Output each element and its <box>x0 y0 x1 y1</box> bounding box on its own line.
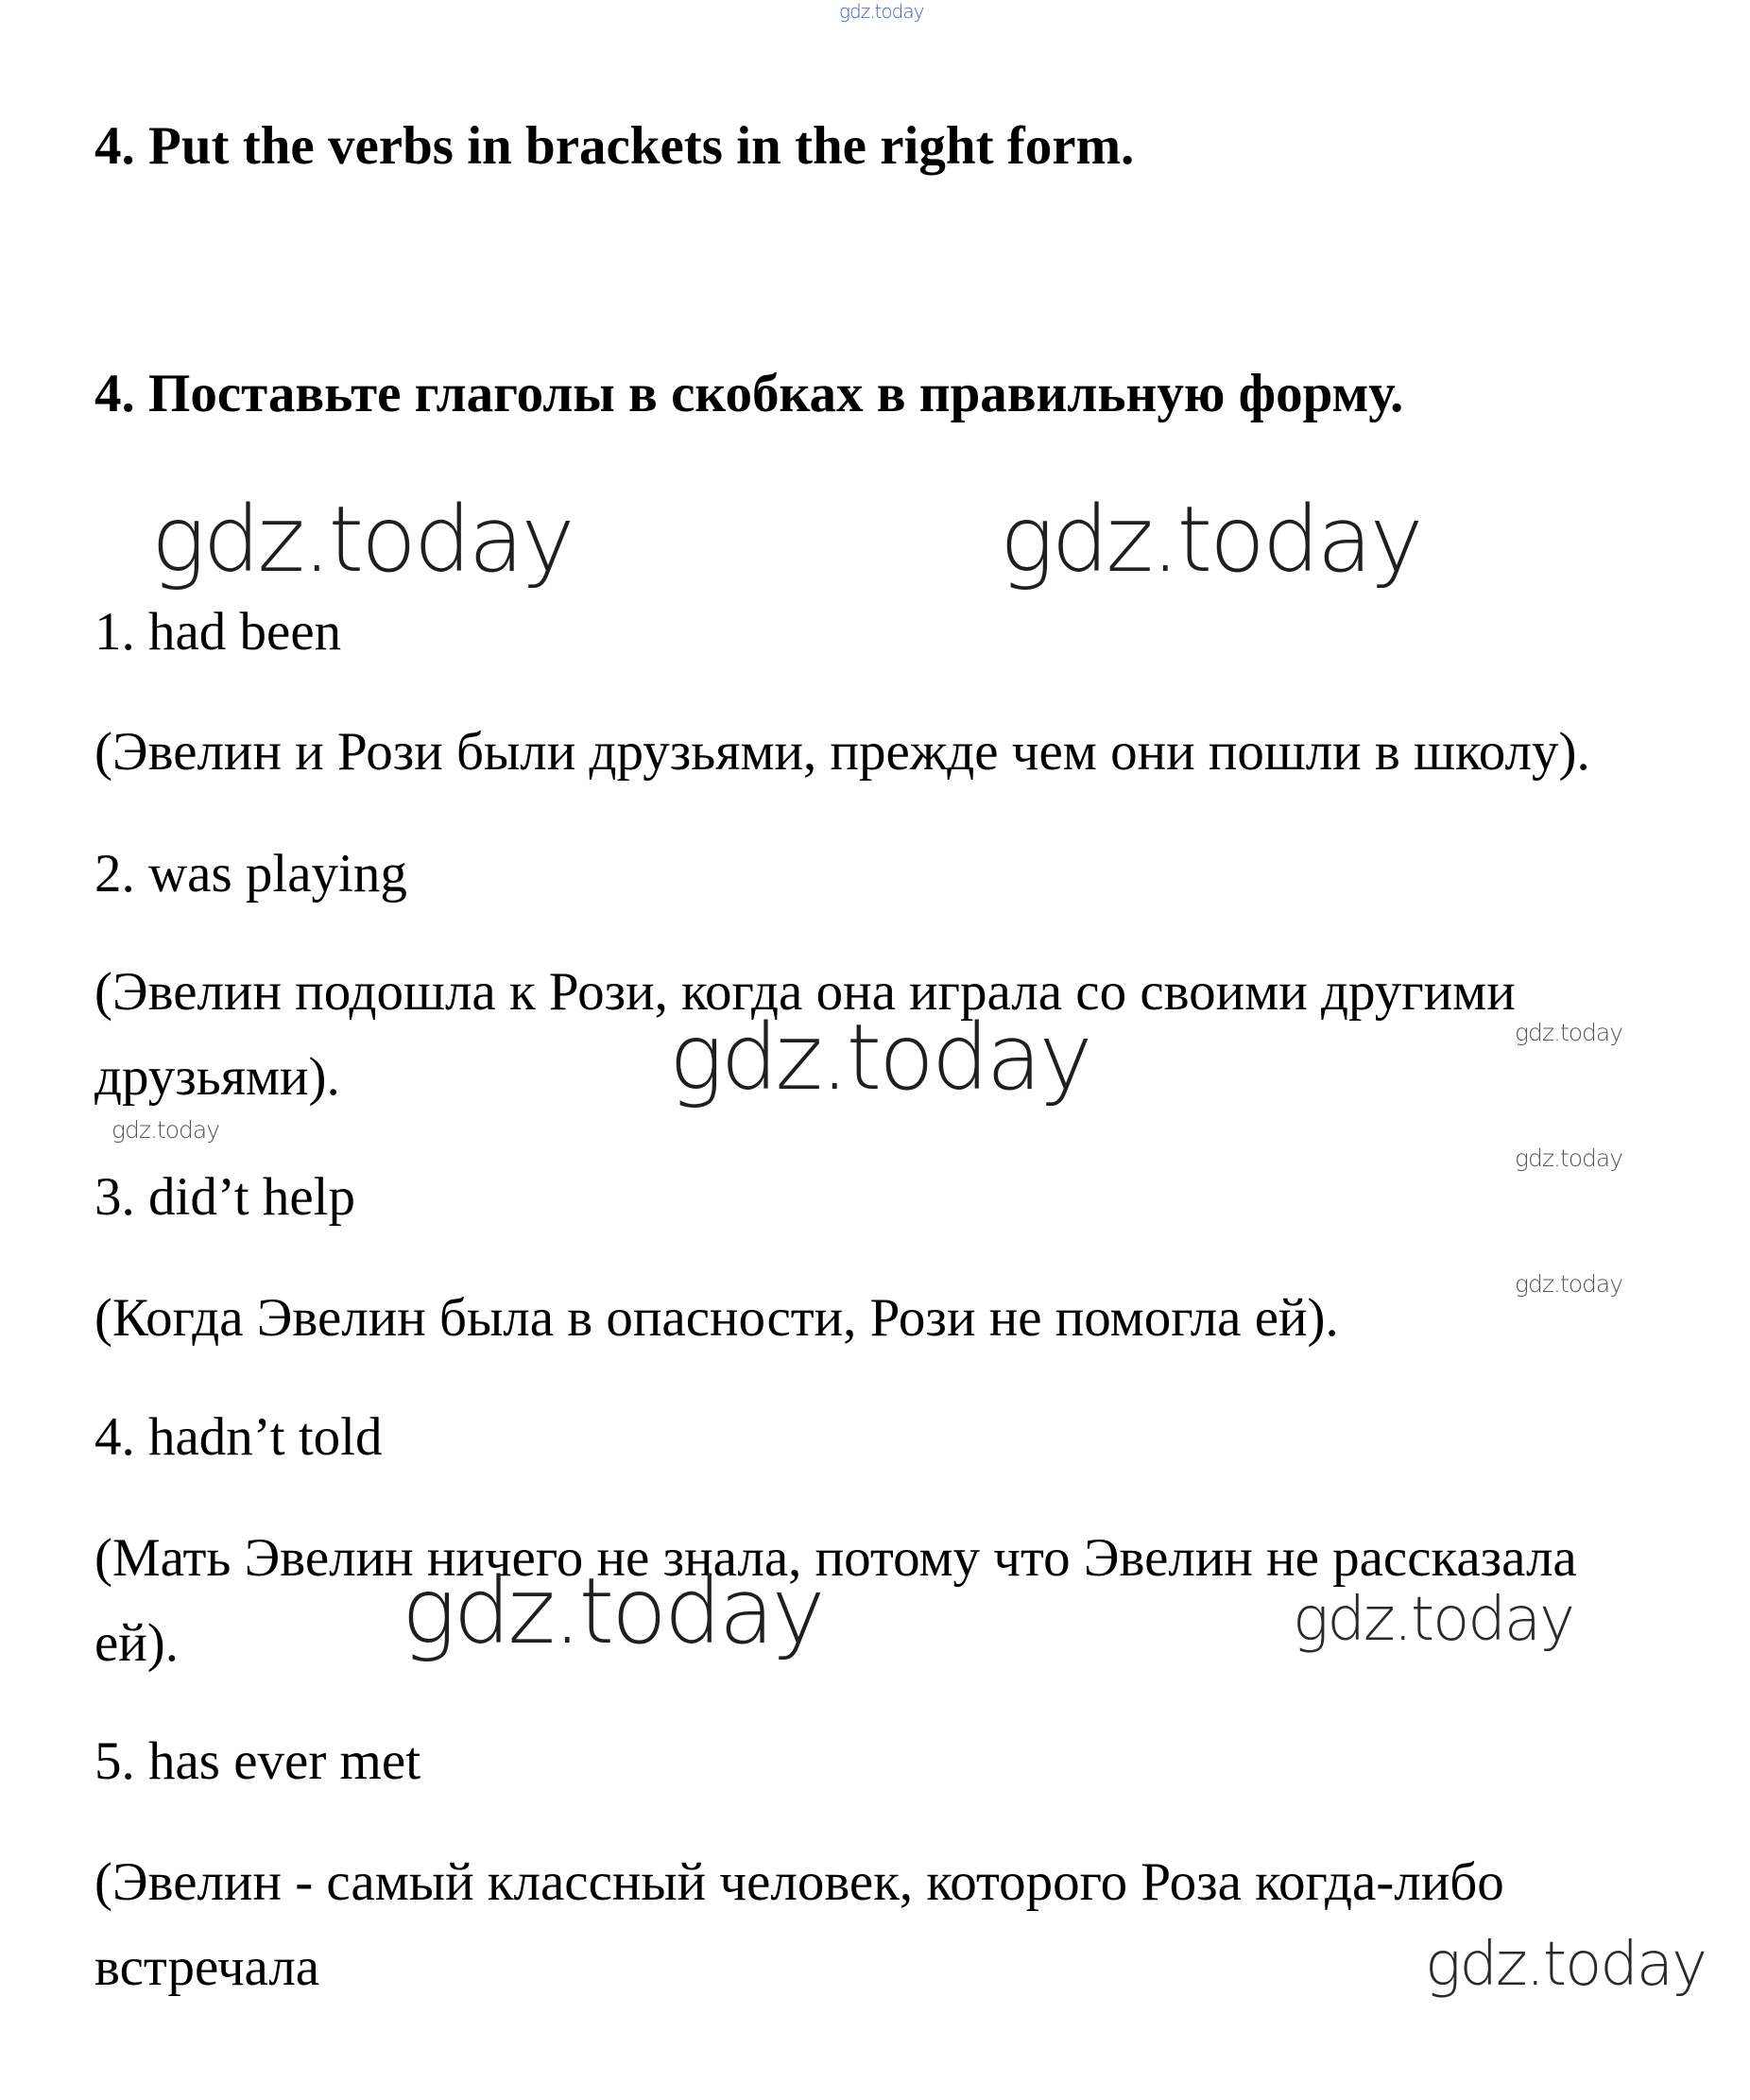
watermark-logo: gdz.today <box>112 1116 220 1144</box>
watermark-logo: gdz.today <box>839 0 924 23</box>
watermark-logo: gdz.today <box>402 1558 823 1664</box>
watermark-logo: gdz.today <box>1293 1585 1573 1655</box>
watermark-logo: gdz.today <box>1515 1270 1623 1298</box>
translation-4: (Мать Эвелин ничего не знала, потому что Эвелин не рассказала ей). <box>94 1528 1577 1673</box>
watermark-logo: gdz.today <box>1000 487 1421 593</box>
watermark-logo: gdz.today <box>669 1005 1090 1110</box>
translation-5: (Эвелин - самый классный человек, которого Роза когда-либо встречала <box>94 1852 1504 1997</box>
translation-1: (Эвелин и Рози были друзьями, прежде чем они пошли в школу). <box>94 722 1590 782</box>
watermark-logo: gdz.today <box>151 487 573 593</box>
watermark-logo: gdz.today <box>1425 1930 1706 2000</box>
watermark-logo: gdz.today <box>1515 1019 1623 1046</box>
answer-2: 2. was playing <box>94 844 407 904</box>
answer-4: 4. hadn’t told <box>94 1407 383 1467</box>
translation-2: (Эвелин подошла к Рози, когда она играла со своими другими друзьями). <box>94 962 1516 1107</box>
watermark-logo: gdz.today <box>1515 1145 1623 1172</box>
task-title-russian: 4. Поставьте глаголы в скобках в правильную форму. <box>94 364 1404 423</box>
answer-3: 3. did’t help <box>94 1167 356 1227</box>
answer-5: 5. has ever met <box>94 1731 421 1791</box>
task-title-english: 4. Put the verbs in brackets in the right form. <box>94 116 1135 176</box>
answer-1: 1. had been <box>94 602 342 662</box>
translation-3: (Когда Эвелин была в опасности, Рози не помогла ей). <box>94 1288 1339 1348</box>
